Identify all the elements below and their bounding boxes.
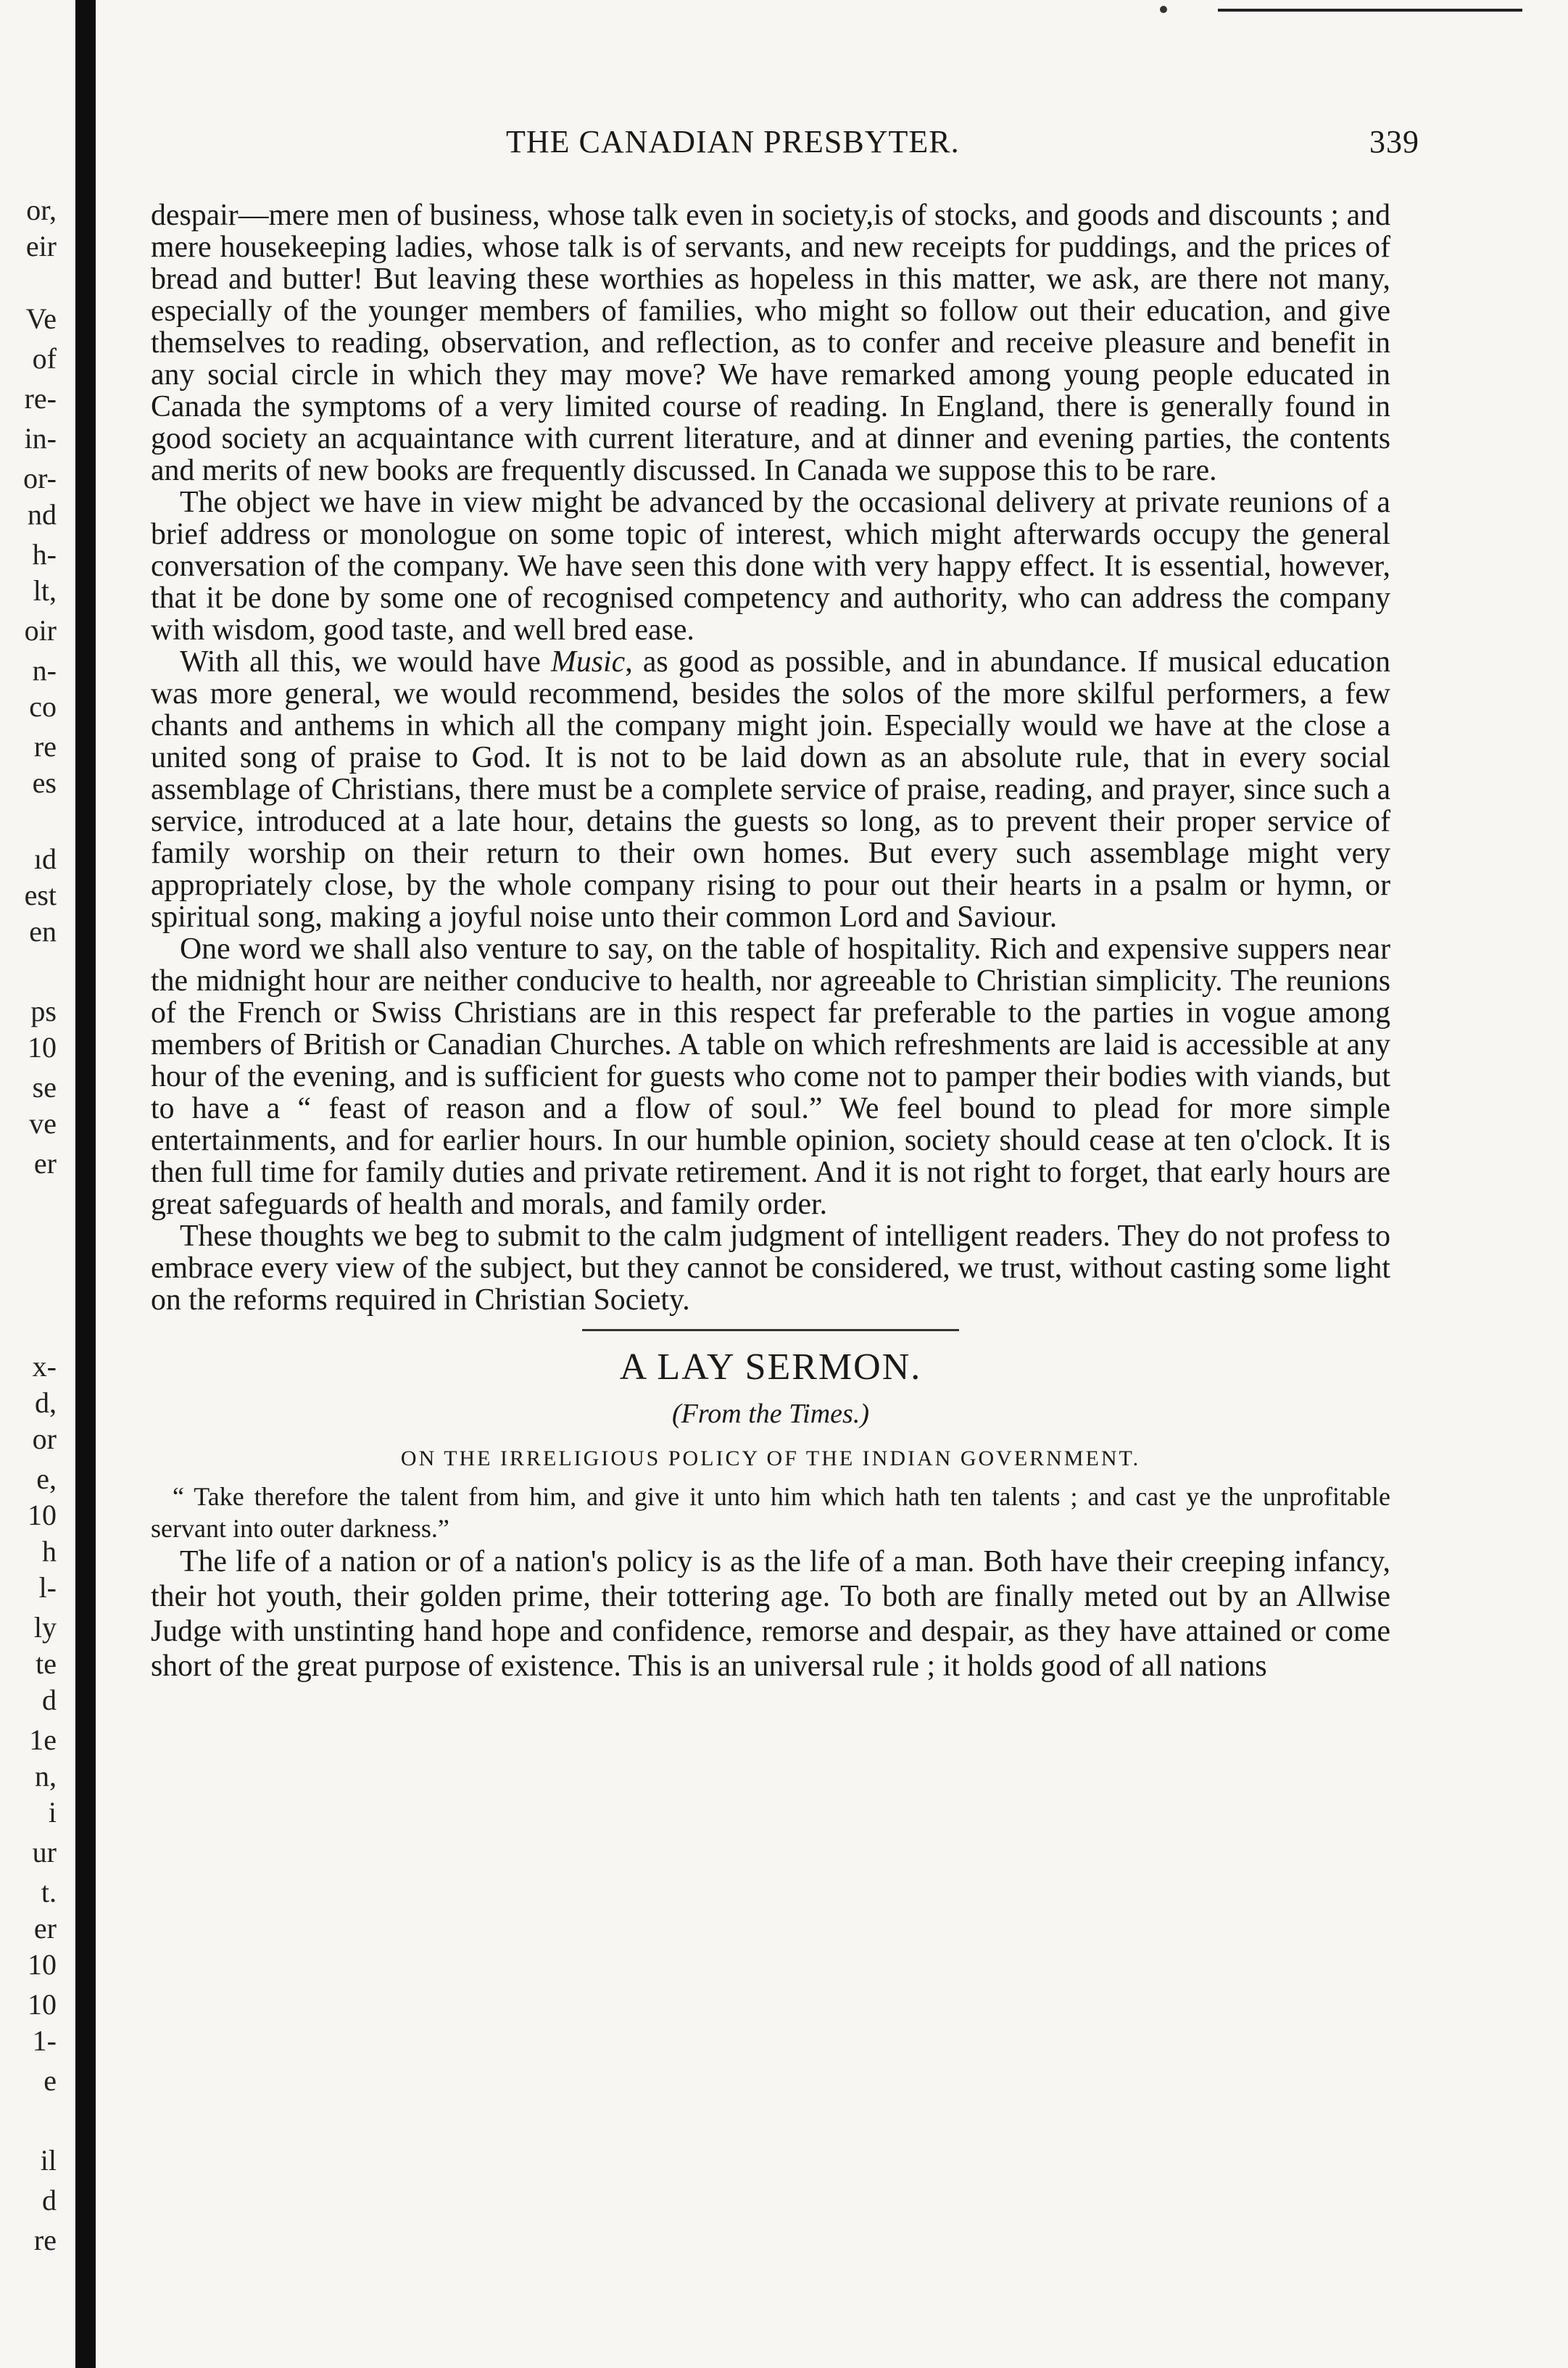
margin-fragment: re [33, 2224, 57, 2256]
paragraph: The object we have in view might be advanced by the occasional delivery at private reunions of a brief address or monologue on some topic of interest, which might afterwards occupy the general conversation of the company. We have seen this done with very happy effect. It is essential, however, that it be done by some one of recognised competency and authority, who can address the company with wisdom, good taste, and well bred ease. [151, 486, 1390, 647]
section-subheading: ON THE IRRELIGIOUS POLICY OF THE INDIAN GOVERNMENT. [400, 1446, 1141, 1470]
margin-fragment: t. [41, 1876, 57, 1908]
margin-fragment: ıd [33, 843, 57, 875]
margin-fragment: l- [38, 1571, 57, 1604]
margin-fragment: d [42, 2184, 57, 2216]
margin-fragment: ur [32, 1836, 57, 1868]
margin-fragment: 1- [32, 2024, 57, 2057]
margin-fragment: 1e [29, 1723, 57, 1756]
running-title: THE CANADIAN PRESBYTER. [506, 124, 960, 160]
margin-fragment: 10 [28, 1499, 57, 1531]
margin-fragment: h [42, 1535, 57, 1568]
margin-fragment: d [42, 1684, 57, 1716]
margin-fragment: 10 [28, 1948, 57, 1981]
paragraph: With all this, we would have Music, as good as possible, and in abundance. If musical education was more general, we would recommend, besides the solos of the more skilful performers, a few chants and anthems in which all the company might join. Especially would we have at the close a united song of praise to God. It is not to be laid down as an absolute rule, that in every social assemblage of Christians, there must be a complete service of praise, reading, and prayer, since such a service, introduced at a late hour, detains the guests so long, as to prevent their proper service of family worship on their return to their own homes. But every such assemblage might very appropriately close, by the whole company rising to pour out their hearts in a psalm or hymn, or spiritual song, making a joyful noise unto their common Lord and Saviour. [151, 645, 1390, 934]
margin-fragment: te [36, 1647, 57, 1680]
paragraph: despair—mere men of business, whose talk even in society,is of stocks, and goods and discounts ; and mere housekeeping ladies, whose talk is of servants, and new receipts for puddings, and the prices of bread and butter! But leaving these worthies as hopeless in this matter, we ask, are there not many, especially of the younger members of families, who might so follow out their education, and give themselves to reading, observation, and reflection, as to confer and receive pleasure and benefit in any social circle in which they may move? We have remarked among young people educated in Canada the symptoms of a very limited course of reading. In England, there is generally found in good society an acquaintance with current literature, and at dinner and evening parties, the contents and merits of new books are frequently discussed. In Canada we suppose this to be rare. [151, 199, 1390, 487]
margin-fragment: er [33, 1147, 57, 1180]
margin-fragment: x- [32, 1350, 57, 1383]
margin-fragment: co [29, 690, 57, 723]
top-edge-rule [1218, 9, 1522, 12]
margin-fragment: e [43, 2064, 57, 2097]
margin-fragment: en [29, 915, 57, 948]
paragraph: These thoughts we beg to submit to the calm judgment of intelligent readers. They do not profess to embrace every view of the subject, but they cannot be considered, we trust, without casting some light on the reforms required in Christian Society. [151, 1220, 1390, 1317]
margin-fragment: se [32, 1071, 57, 1104]
margin-fragment: or, [26, 194, 57, 226]
section-divider [582, 1329, 959, 1331]
margin-fragment: d, [35, 1386, 57, 1419]
margin-fragment: of [32, 342, 57, 375]
margin-fragment: i [48, 1796, 57, 1829]
ink-speck [1160, 6, 1167, 13]
margin-fragment: es [32, 766, 57, 799]
margin-fragment: ly [33, 1611, 57, 1644]
article-body [151, 199, 1390, 1684]
margin-fragment: or [32, 1423, 57, 1455]
section-title: A LAY SERMON. [619, 1346, 922, 1388]
margin-fragment: 10 [28, 1988, 57, 2021]
margin-fragment: n, [35, 1760, 57, 1792]
facing-page-fragments [0, 0, 72, 2368]
margin-fragment: oir [24, 614, 57, 647]
margin-fragment: nd [28, 498, 57, 531]
margin-fragment: or- [23, 462, 57, 494]
margin-fragment: n- [32, 654, 57, 687]
emphasis: Music [551, 645, 626, 679]
margin-fragment: re [33, 730, 57, 763]
margin-fragment: ps [30, 995, 57, 1027]
margin-fragment: il [40, 2144, 57, 2177]
paragraph: One word we shall also venture to say, on the table of hospitality. Rich and expensive suppers near the midnight hour are neither conducive to health, nor agreeable to Christian simplicity. The reunions of the French or Swiss Christians are in this respect far preferable to the parties in vogue among members of British or Canadian Churches. A table on which refreshments are laid is accessible at any hour of the evening, and is sufficient for guests who come not to pamper their bodies with viands, but to have a “ feast of reason and a flow of soul.” We feel bound to plead for more simple entertainments, and for earlier hours. In our humble opinion, society should cease at ten o'clock. It is then full time for family duties and private retirement. And it is not right to forget, that early hours are great safeguards of health and morals, and family order. [151, 932, 1390, 1221]
section-source: (From the Times.) [672, 1399, 869, 1429]
margin-fragment: e, [36, 1462, 57, 1495]
page-number: 339 [1369, 124, 1419, 160]
margin-fragment: Ve [25, 302, 57, 335]
section-paragraph: The life of a nation or of a nation's policy is as the life of a man. Both have their creeping infancy, their hot youth, their golden prime, their tottering age. To both are finally meted out by an Allwise Judge with unstinting hand hope and confidence, remorse and despair, as they have attained or come short of the great purpose of existence. This is an universal rule ; it holds good of all nations [151, 1545, 1390, 1683]
margin-fragment: lt, [33, 574, 57, 607]
epigraph: “ Take therefore the talent from him, and give it unto him which hath ten talents ; and cast ye the unprofitable servant into outer darkness.” [151, 1482, 1390, 1543]
margin-fragment: re- [24, 382, 57, 415]
margin-fragment: in- [24, 422, 57, 455]
binding-spine [75, 0, 96, 2368]
margin-fragment: h- [32, 538, 57, 571]
margin-fragment: ve [29, 1107, 57, 1140]
margin-fragment: eir [25, 230, 57, 262]
margin-fragment: er [33, 1912, 57, 1945]
margin-fragment: 10 [28, 1031, 57, 1064]
page-header [151, 123, 1441, 167]
margin-fragment: est [24, 879, 57, 911]
